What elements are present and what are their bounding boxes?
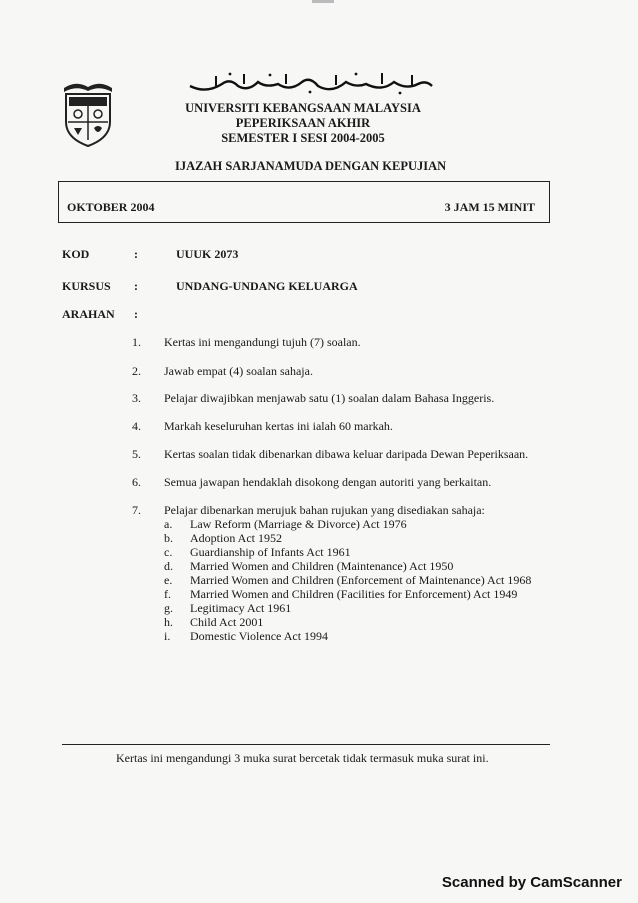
scanner-watermark: Scanned by CamScanner <box>441 874 622 891</box>
act-letter: b. <box>164 531 173 545</box>
arahan-label: ARAHAN <box>62 307 115 321</box>
instruction-text: Kertas soalan tidak dibenarkan dibawa keluar daripada Dewan Peperiksaan. <box>164 447 529 461</box>
act-letter: i. <box>164 629 171 643</box>
kursus-colon: : <box>134 279 138 293</box>
act-text: Domestic Violence Act 1994 <box>190 629 329 643</box>
instruction-number: 1. <box>132 335 141 349</box>
instruction-number: 7. <box>132 503 141 517</box>
exam-title: PEPERIKSAAN AKHIR <box>235 116 371 130</box>
instruction-text: Pelajar dibenarkan merujuk bahan rujukan yang disediakan sahaja: <box>164 503 485 517</box>
university-title: UNIVERSITI KEBANGSAAN MALAYSIA <box>185 101 421 115</box>
act-text: Guardianship of Infants Act 1961 <box>190 545 351 559</box>
act-text: Adoption Act 1952 <box>190 531 282 545</box>
university-crest-icon <box>58 78 118 148</box>
kod-colon: : <box>134 247 138 261</box>
act-letter: g. <box>164 601 173 615</box>
instruction-text: Semua jawapan hendaklah disokong dengan autoriti yang berkaitan. <box>164 475 492 489</box>
jawi-university-name <box>186 70 434 96</box>
act-letter: e. <box>164 573 173 587</box>
instruction-text: Markah keseluruhan kertas ini ialah 60 markah. <box>164 419 393 433</box>
act-text: Married Women and Children (Facilities for Enforcement) Act 1949 <box>190 587 518 601</box>
kursus-label: KURSUS <box>62 279 111 293</box>
instruction-number: 2. <box>132 364 141 378</box>
arahan-colon: : <box>134 307 138 321</box>
act-letter: f. <box>164 587 171 601</box>
exam-info-box <box>58 181 550 223</box>
act-text: Married Women and Children (Maintenance) Act 1950 <box>190 559 454 573</box>
act-text: Child Act 2001 <box>190 615 264 629</box>
act-letter: h. <box>164 615 173 629</box>
exam-month: OKTOBER 2004 <box>67 200 155 214</box>
kursus-value: UNDANG-UNDANG KELUARGA <box>176 279 358 293</box>
act-letter: c. <box>164 545 173 559</box>
instruction-number: 6. <box>132 475 141 489</box>
kod-label: KOD <box>62 247 90 261</box>
instruction-number: 5. <box>132 447 141 461</box>
act-text: Legitimacy Act 1961 <box>190 601 292 615</box>
instruction-number: 3. <box>132 391 141 405</box>
act-letter: d. <box>164 559 173 573</box>
degree-title: IJAZAH SARJANAMUDA DENGAN KEPUJIAN <box>175 159 447 173</box>
exam-duration: 3 JAM 15 MINIT <box>444 200 535 214</box>
instruction-text: Kertas ini mengandungi tujuh (7) soalan. <box>164 335 361 349</box>
act-letter: a. <box>164 517 173 531</box>
footer-note: Kertas ini mengandungi 3 muka surat bercetak tidak termasuk muka surat ini. <box>116 751 489 765</box>
instruction-text: Jawab empat (4) soalan sahaja. <box>164 364 313 378</box>
act-text: Married Women and Children (Enforcement of Maintenance) Act 1968 <box>190 573 532 587</box>
act-text: Law Reform (Marriage & Divorce) Act 1976 <box>190 517 407 531</box>
scan-edge-mark <box>312 0 334 3</box>
semester-title: SEMESTER I SESI 2004-2005 <box>221 131 385 145</box>
instruction-text: Pelajar diwajibkan menjawab satu (1) soalan dalam Bahasa Inggeris. <box>164 391 495 405</box>
footer-divider <box>62 744 550 745</box>
kod-value: UUUK 2073 <box>176 247 239 261</box>
instruction-number: 4. <box>132 419 141 433</box>
